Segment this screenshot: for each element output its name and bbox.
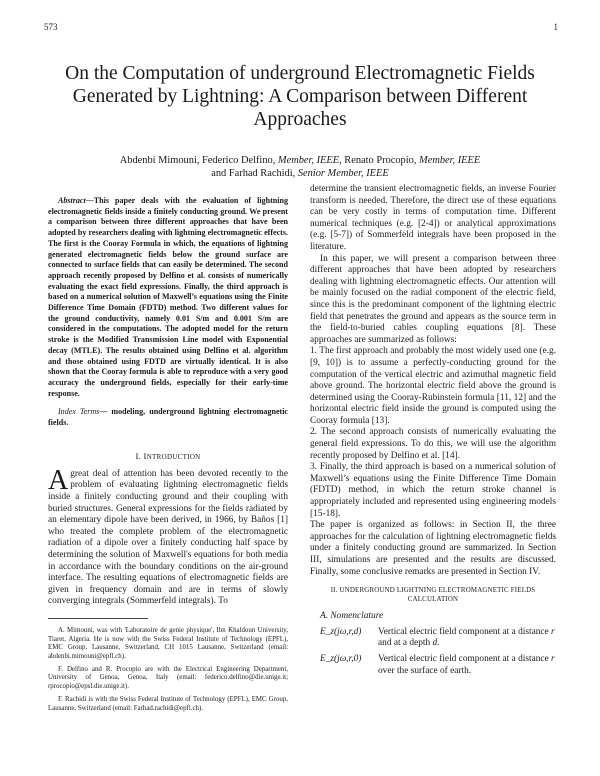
nom-desc-text: and at a depth bbox=[378, 638, 433, 649]
section-1-numeral: I. bbox=[135, 450, 144, 461]
nomenclature-symbol: E_z(jω,r,d) bbox=[320, 626, 362, 637]
left-column bbox=[48, 184, 288, 717]
nomenclature-symbol: E_z(jω,r,0) bbox=[320, 653, 362, 664]
author-line-2 bbox=[60, 167, 540, 180]
approach-item-3: 3. Finally, the third approach is based on a numerical solution of Maxwell’s equations using the Finite Difference Time Domain (FDTD) method, in which the return stroke channel is appropriately included and represented using engineering models [15-18]. bbox=[310, 462, 556, 519]
approach-item-1: 1. The first approach and probably the most widely used one (e.g. [9, 10]) is to assume a perfectly-conducting ground for the computation of the vertical electric and azimuthal magnetic field above ground. The horizontal electric field above the ground is determined using the Cooray-Rubinstein formula [11, 12] and the horizontal electric field inside the ground is computed using the Cooray formula [13]. bbox=[310, 346, 556, 426]
author-membership-1: Member, IEEE bbox=[277, 155, 340, 166]
section-2-heading: II. UNDERGROUND LIGHTNING ELECTROMAGNETIC FIELDS CALCULATION bbox=[330, 587, 536, 604]
section-1-rest: NTRODUCTION bbox=[146, 452, 201, 461]
footnote-3: F. Rachidi is with the Swiss Federal Institute of Technology (EPFL), EMC Group, Lausanne, Switzerland (email: Farhad.rachidi@epfl.ch). bbox=[48, 695, 288, 712]
author-line-1 bbox=[60, 154, 540, 167]
intro-paragraph-2: In this paper, we will present a comparison between three different approaches that have been adopted by researchers dealing with lightning electromagnetic effects. Our attention will be mainly focused on the radial component of the electric field, since this is the predominant component of the lightning electric field that penetrates the ground and appears as the source term in the field-to-buried cables coupling equations [8]. These approaches are summarized as follows: bbox=[310, 253, 556, 345]
author-names-3: and Farhad Rachidi, bbox=[211, 168, 298, 179]
intro-continuation: determine the transient electromagnetic fields, an inverse Fourier transform is needed. Therefore, the direct use of these equations can be very costly in terms of computation time. Different numerical techniques (e.g. [2-4]) or analytical approximations (e.g. [5-7]) of Sommerfeld integrals have been proposed in the literature. bbox=[310, 184, 556, 252]
nomenclature-heading: A. Nomenclature bbox=[320, 610, 384, 621]
author-membership-3: Senior Member, IEEE bbox=[297, 168, 389, 179]
drop-cap: A bbox=[48, 464, 69, 496]
nom-desc-text: Vertical electric field component at a distance bbox=[378, 653, 552, 664]
organization-paragraph: The paper is organized as follows: in Section II, the three approaches for the calculation of lightning electromagnetic fields under a finitely conducting ground are summarized. In Section III, simulations are presented and the results are discussed. Finally, some conclusive remarks are presented in Section IV. bbox=[310, 520, 556, 577]
nomenclature-description bbox=[378, 654, 556, 677]
author-membership-2: Member, IEEE bbox=[419, 155, 481, 166]
introduction-text: great deal of attention has been devoted recently to the problem of evaluating lightning electromagnetic fields inside a finitely conducting ground and their coupling with buried structures. General expressions for the fields radiated by an elementary dipole have been derived, in 1966, by Baños [1] who treated the complete problem of the electromagnetic radiation of a dipole over a finitely conducting half space by determining the solution of Maxwell's equations for both media in accordance with the boundary conditions on the air-ground interface. The resulting equations of electromagnetic fields are given in frequency domain and are in terms of slowly converging integrals (Sommerfeld integrals). To bbox=[48, 468, 288, 607]
abstract-label: Abstract bbox=[58, 196, 86, 205]
nom-desc-text: Vertical electric field component at a distance bbox=[378, 626, 552, 637]
paper-title: On the Computation of underground Electromagnetic Fields Generated by Lightning: A Comparison between Different Approaches bbox=[65, 63, 535, 130]
abstract bbox=[48, 196, 288, 399]
nom-desc-var: r bbox=[551, 626, 555, 637]
approach-item-2: 2. The second approach consists of numerically evaluating the general field expressions. To do this, we will use the algorithm recently proposed by Delfino et al. [14]. bbox=[310, 427, 556, 461]
nom-desc-text: . bbox=[437, 638, 440, 649]
footnote-divider bbox=[48, 618, 148, 619]
nomenclature-row bbox=[310, 654, 556, 677]
nom-desc-var: r bbox=[551, 653, 555, 664]
page-number-right: 1 bbox=[553, 22, 558, 32]
footnote-1: A. Mimouni, was with 'Laboratoire de genie physique', Ibn Khaldoun University, Tiaret, Algeria. He is now with the Swiss Federal Institute of Technology (EPFL), EMC Group, Lausanne, Switzerland, CH 1015 Lausanne, Switzerland (email: abdenbi.mimouni@epfl.ch). bbox=[48, 626, 288, 660]
nomenclature-row bbox=[310, 627, 556, 650]
index-terms bbox=[48, 407, 288, 428]
footnote-2: F. Delfino and R. Procopio are with the Electrical Engineering Department, University of Genoa, Genoa, Italy (email: federico.delfino@die.unige.it; rprocopio@epsl.die.unige.it). bbox=[48, 665, 288, 691]
index-terms-label: Index Terms bbox=[58, 407, 100, 417]
section-1-heading bbox=[48, 451, 288, 461]
introduction-paragraph bbox=[48, 464, 288, 608]
index-terms-text: — modeling, underground lightning electromagnetic fields. bbox=[48, 407, 289, 428]
page-number-left: 573 bbox=[44, 22, 58, 32]
abstract-text: —This paper deals with the evaluation of lightning electromagnetic fields inside a finitely conducting ground. We present a comparison between three different approaches that have been adopted by researchers dealing with lightning electromagnetic effects. The first is the Cooray Formula in which, the equations of lightning generated electromagnetic fields below the ground surface are connected to surface fields that can easily be determined. The second approach recently proposed by Delfino et al. consists of numerically evaluating the exact field expressions. Finally, the third approach is based on a numerical solution of Maxwell’s equations using the Finite Difference Time Domain (FDTD) method. Two different values for the ground conductivity, namely 0.01 S/m and 0.001 S/m are considered in the computations. The adopted model for the return stroke is the Modified Transmission Line model with Exponential decay (MTLE). The results obtained using Delfino et al. algorithm and those obtained using FDTD are virtually identical. It is also shown that the Cooray formula is able to reproduce with a very good accuracy the underground fields, especially for their early-time response. bbox=[48, 196, 288, 398]
nom-desc-text: over the surface of earth. bbox=[378, 665, 472, 676]
author-names-1: Abdenbi Mimouni, Federico Delfino, bbox=[119, 155, 278, 166]
right-column bbox=[310, 184, 556, 681]
author-list bbox=[60, 154, 540, 180]
nom-desc-var: d bbox=[432, 638, 438, 649]
author-names-2: , Renato Procopio, bbox=[339, 155, 420, 166]
section-1-initial: I bbox=[143, 450, 147, 461]
nomenclature-description bbox=[378, 627, 556, 650]
